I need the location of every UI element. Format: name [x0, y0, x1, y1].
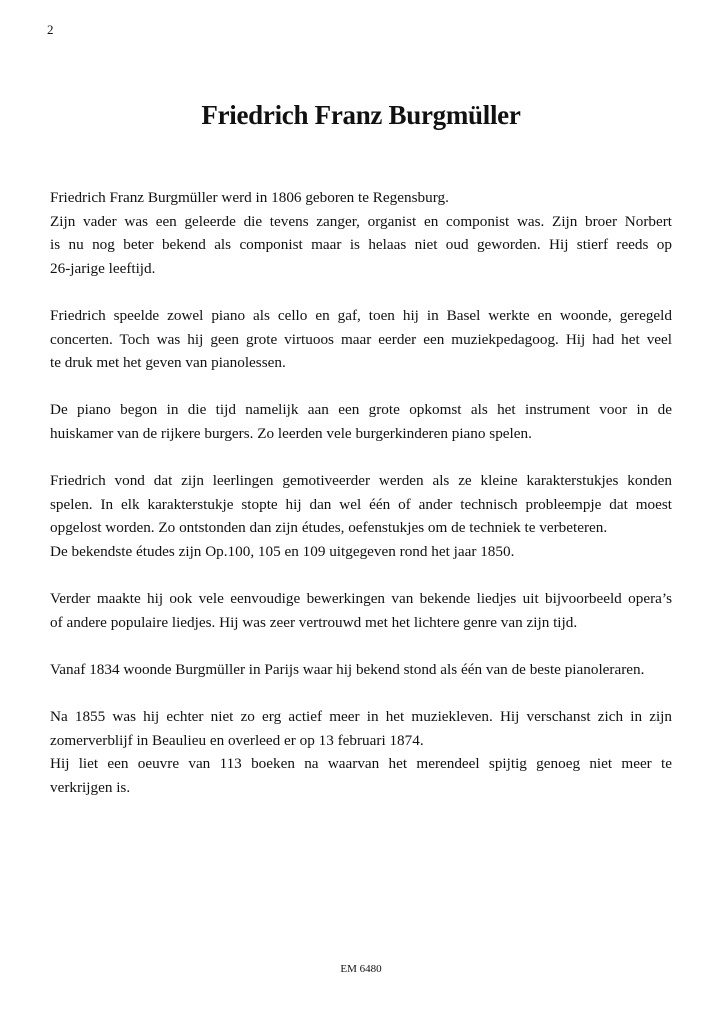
paragraph [50, 398, 672, 445]
text-line: Hij liet een oeuvre van 113 boeken na waarvan het merendeel spijtig genoeg niet meer te [50, 755, 672, 773]
text-line: Verder maakte hij ook vele eenvoudige bewerkingen van bekende liedjes uit bijvoorbeeld opera’s [50, 590, 672, 608]
text-line: Na 1855 was hij echter niet zo erg actief meer in het muziekleven. Hij verschanst zich in zijn [50, 708, 672, 726]
text-line: 26-jarige leeftijd. [50, 259, 156, 277]
text-line: Zijn vader was een geleerde die tevens zanger, organist en componist was. Zijn broer Norbert [50, 212, 672, 230]
text-line: De bekendste études zijn Op.100, 105 en 109 uitgegeven rond het jaar 1850. [50, 542, 515, 560]
text-line: concerten. Toch was hij geen grote virtuoos maar eerder een muziekpedagoog. Hij had het veel [50, 330, 672, 348]
text-line: of andere populaire liedjes. Hij was zeer vertrouwd met het lichtere genre van zijn tijd. [50, 613, 578, 631]
paragraph [50, 705, 672, 799]
text-line: Friedrich Franz Burgmüller werd in 1806 geboren te Regensburg. [50, 189, 449, 206]
page-title: Friedrich Franz Burgmüller [201, 100, 521, 130]
text-line: zomerverblijf in Beaulieu en overleed er op 13 februari 1874. [50, 731, 424, 749]
text-line: Friedrich speelde zowel piano als cello en gaf, toen hij in Basel werkte en woonde, geregeld [50, 306, 672, 324]
text-line: huiskamer van de rijkere burgers. Zo leerden vele burgerkinderen piano spelen. [50, 424, 532, 442]
text-line: te druk met het geven van pianolessen. [50, 354, 286, 372]
page-number: 2 [47, 22, 54, 37]
text-line: verkrijgen is. [50, 778, 131, 796]
text-line: Vanaf 1834 woonde Burgmüller in Parijs waar hij bekend stond als één van de beste pianoleraren. [50, 660, 645, 678]
text-line: opgelost worden. Zo ontstonden dan zijn études, oefenstukjes om de techniek te verbeteren. [50, 519, 608, 537]
body-text [50, 186, 672, 823]
paragraph [50, 186, 672, 280]
text-line: De piano begon in die tijd namelijk aan een grote opkomst als het instrument voor in de [50, 401, 672, 419]
text-line: spelen. In elk karakterstukje stopte hij dan wel één of ander technisch probleempje dat moest [50, 495, 672, 513]
paragraph [50, 587, 672, 634]
text-line: Friedrich vond dat zijn leerlingen gemotiveerder werden als ze kleine karakterstukjes konden [50, 472, 672, 490]
paragraph [50, 304, 672, 375]
paragraph [50, 469, 672, 563]
text-line: is nu nog beter bekend als componist maar is helaas niet oud geworden. Hij stierf reeds op [50, 236, 672, 254]
paragraph [50, 658, 672, 682]
footer-code: EM 6480 [340, 963, 382, 975]
